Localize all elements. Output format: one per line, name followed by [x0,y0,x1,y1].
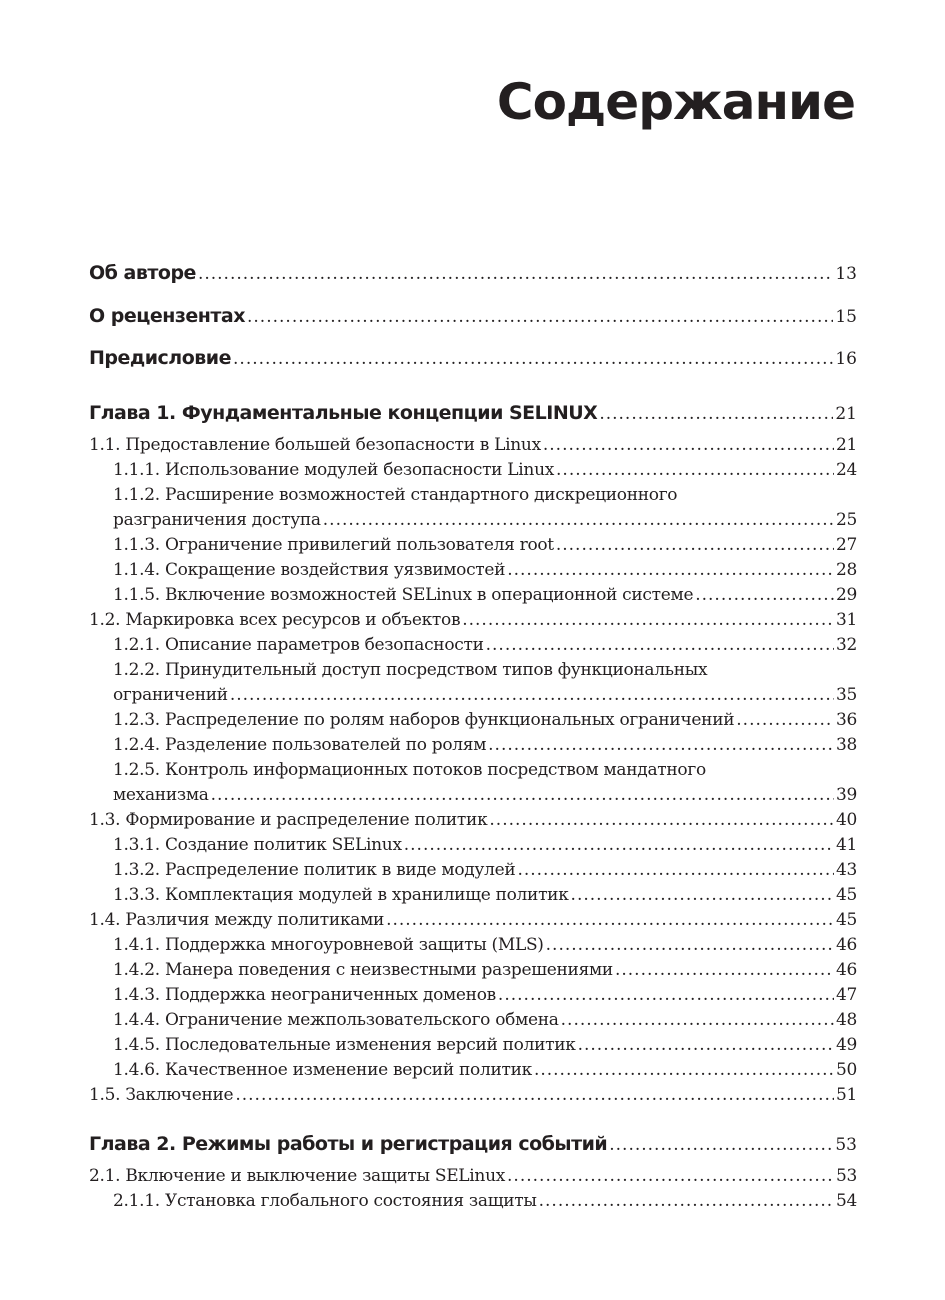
dot-leader [462,610,834,630]
toc-subsection[interactable] [89,735,857,755]
toc-section[interactable] [89,610,857,630]
toc-entry-title: 2.1.1. Установка глобального состояния защиты [113,1191,537,1211]
toc-entry-page: 41 [835,835,857,855]
toc-entry-title: 1.4.3. Поддержка неограниченных доменов [113,985,496,1005]
dot-leader [556,535,834,555]
toc-entry-title: 1.4.1. Поддержка многоуровневой защиты (MLS) [113,935,544,955]
toc-entry-title: ограничений [113,685,228,705]
dot-leader [609,1135,833,1155]
dot-leader [543,435,834,455]
toc-entry-page: 49 [835,1035,857,1055]
dot-leader [578,1035,834,1055]
toc-entry-about-author[interactable] [89,262,857,284]
toc-entry-page: 38 [835,735,857,755]
dot-leader [539,1191,834,1211]
toc-subsection[interactable] [89,1191,857,1211]
toc-entry-page: 50 [835,1060,857,1080]
toc-entry-title: 1.3. Формирование и распределение политик [89,810,488,830]
toc-entry-title: 1.3.3. Комплектация модулей в хранилище политик [113,885,569,905]
toc-subsection[interactable] [89,535,857,555]
toc-subsection[interactable] [89,785,857,805]
toc-entry-page: 25 [835,510,857,530]
toc-entry-page: 45 [835,885,857,905]
toc-subsection-line1[interactable]: 1.2.2. Принудительный доступ посредством типов функциональных [113,660,708,680]
toc-subsection[interactable] [89,685,857,705]
dot-leader [556,460,834,480]
dot-leader [489,810,834,830]
dot-leader [695,585,834,605]
chapter-title: Глава 2. Режимы работы и регистрация событий [89,1133,608,1155]
toc-entry-page: 53 [835,1166,857,1186]
toc-entry-page: 46 [835,960,857,980]
toc-subsection[interactable] [89,835,857,855]
toc-subsection[interactable] [89,460,857,480]
toc-entry-title: О рецензентах [89,305,245,327]
toc-entry-page: 54 [835,1191,857,1211]
toc-section[interactable] [89,910,857,930]
dot-leader [323,510,834,530]
toc-subsection[interactable] [89,960,857,980]
toc-chapter-2[interactable] [89,1133,857,1155]
toc-subsection-line1[interactable]: 1.1.2. Расширение возможностей стандартного дискреционного [113,485,678,505]
toc-entry-title: 1.2.4. Разделение пользователей по ролям [113,735,487,755]
dot-leader [599,404,833,424]
toc-entry-page: 13 [835,264,857,284]
toc-subsection[interactable] [89,1060,857,1080]
dot-leader [498,985,834,1005]
toc-subsection[interactable] [89,510,857,530]
toc-entry-page: 39 [835,785,857,805]
toc-subsection[interactable] [89,885,857,905]
dot-leader [571,885,834,905]
toc-subsection-line1[interactable]: 1.2.5. Контроль информационных потоков посредством мандатного [113,760,706,780]
dot-leader [386,910,834,930]
toc-section[interactable] [89,435,857,455]
toc-subsection[interactable] [89,710,857,730]
toc-section[interactable] [89,810,857,830]
toc-entry-page: 35 [835,685,857,705]
toc-entry-page: 51 [835,1085,857,1105]
toc-entry-page: 40 [835,810,857,830]
toc-subsection[interactable] [89,1035,857,1055]
toc-entry-page: 24 [835,460,857,480]
chapter-page: 21 [835,404,857,424]
toc-entry-page: 29 [835,585,857,605]
dot-leader [534,1060,834,1080]
dot-leader [230,685,834,705]
toc-subsection[interactable] [89,985,857,1005]
toc-entry-title: Об авторе [89,262,196,284]
chapter-title: Глава 1. Фундаментальные концепции SELINUX [89,402,598,424]
toc-entry-title: 1.4.2. Манера поведения с неизвестными разрешениями [113,960,613,980]
toc-entry-page: 36 [835,710,857,730]
dot-leader [507,1166,834,1186]
toc-entry-title: 1.1.1. Использование модулей безопасности Linux [113,460,555,480]
toc-entry-preface[interactable] [89,347,857,369]
toc-entry-page: 31 [835,610,857,630]
toc-entry-page: 32 [835,635,857,655]
toc-entry-title: 1.2. Маркировка всех ресурсов и объектов [89,610,461,630]
dot-leader [404,835,834,855]
toc-entry-title: 1.2.3. Распределение по ролям наборов функциональных ограничений [113,710,735,730]
toc-subsection[interactable] [89,585,857,605]
dot-leader [235,1085,834,1105]
toc-entry-page: 21 [835,435,857,455]
toc-entry-title: механизма [113,785,209,805]
toc-entry-title: Предисловие [89,347,232,369]
toc-entry-page: 28 [835,560,857,580]
dot-leader [736,710,834,730]
dot-leader [247,307,833,327]
toc-entry-title: 1.2.1. Описание параметров безопасности [113,635,484,655]
toc-entry-title: 1.1.4. Сокращение воздействия уязвимостей [113,560,506,580]
toc-entry-page: 48 [835,1010,857,1030]
toc-entry-title: 1.5. Заключение [89,1085,234,1105]
toc-entry-title: 1.4.5. Последовательные изменения версий политик [113,1035,576,1055]
toc-entry-page: 43 [835,860,857,880]
dot-leader [546,935,834,955]
dot-leader [198,264,833,284]
chapter-page: 53 [835,1135,857,1155]
toc-entry-title: 1.1.5. Включение возможностей SELinux в операционной системе [113,585,694,605]
dot-leader [615,960,834,980]
toc-entry-page: 45 [835,910,857,930]
dot-leader [488,735,834,755]
toc-section[interactable] [89,1085,857,1105]
toc-section[interactable] [89,1166,857,1186]
dot-leader [507,560,834,580]
toc-subsection[interactable] [89,935,857,955]
toc-entry-title: разграничения доступа [113,510,321,530]
toc-subsection[interactable] [89,635,857,655]
dot-leader [517,860,834,880]
toc-entry-title: 1.1.3. Ограничение привилегий пользователя root [113,535,554,555]
toc-entry-title: 1.4. Различия между политиками [89,910,385,930]
toc-entry-page: 46 [835,935,857,955]
dot-leader [211,785,834,805]
toc-entry-title: 1.4.6. Качественное изменение версий политик [113,1060,532,1080]
toc-entry-title: 1.1. Предоставление большей безопасности в Linux [89,435,541,455]
dot-leader [233,349,833,369]
toc-entry-page: 47 [835,985,857,1005]
toc-subsection[interactable] [89,860,857,880]
toc-chapter-1[interactable] [89,402,857,424]
toc-entry-title: 1.3.1. Создание политик SELinux [113,835,402,855]
toc-entry-page: 27 [835,535,857,555]
page-title: Содержание [496,73,855,131]
toc-entry-title: 1.4.4. Ограничение межпользовательского обмена [113,1010,559,1030]
toc-entry-title: 2.1. Включение и выключение защиты SELinux [89,1166,506,1186]
toc-subsection[interactable] [89,1010,857,1030]
toc-entry-title: 1.3.2. Распределение политик в виде модулей [113,860,516,880]
dot-leader [486,635,834,655]
toc-subsection[interactable] [89,560,857,580]
dot-leader [561,1010,834,1030]
toc-entry-page: 16 [835,349,857,369]
toc-entry-reviewers[interactable] [89,305,857,327]
toc-entry-page: 15 [835,307,857,327]
